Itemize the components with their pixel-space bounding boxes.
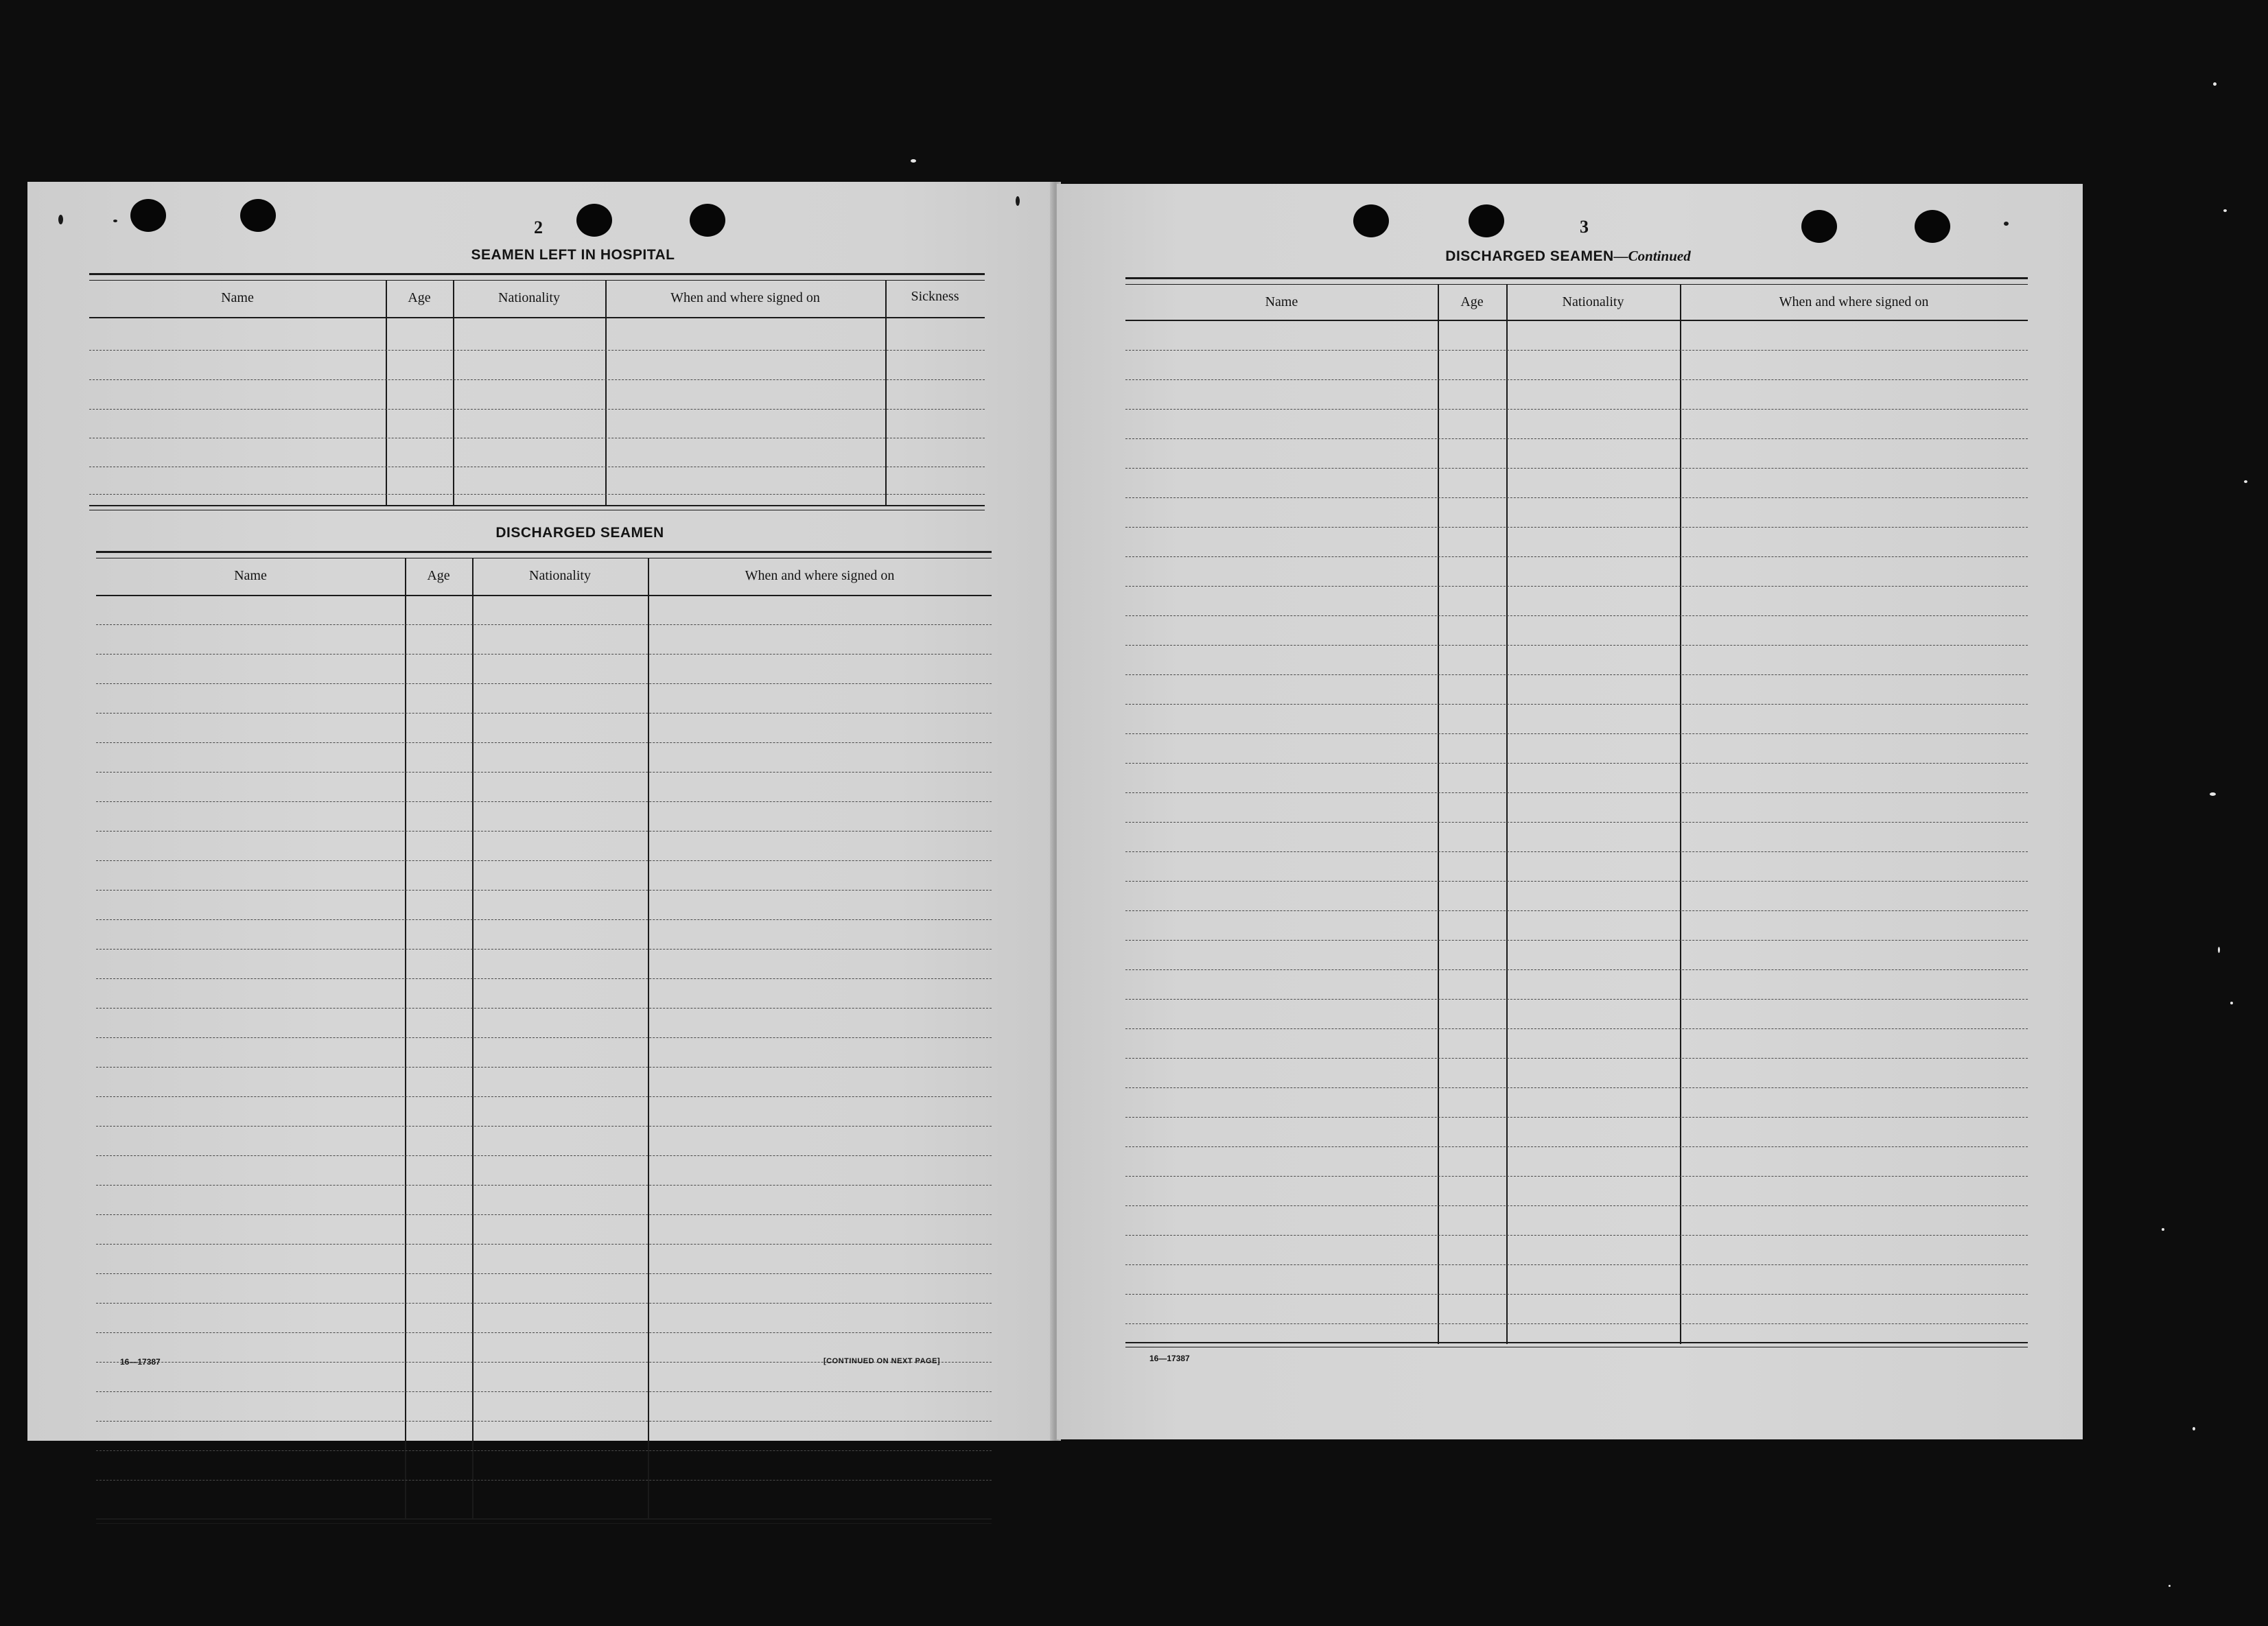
ink-speck xyxy=(113,220,117,222)
table-row xyxy=(96,978,992,979)
column-divider xyxy=(1680,284,1681,1344)
column-divider xyxy=(386,280,387,506)
table-row xyxy=(96,1480,992,1481)
punch-hole xyxy=(240,199,276,232)
table-row xyxy=(96,683,992,684)
table-row xyxy=(96,801,992,802)
page-number: 3 xyxy=(1580,217,1589,237)
table-seamen-left-in-hospital xyxy=(89,273,985,511)
table-row xyxy=(1125,1058,2028,1059)
header-rule xyxy=(96,595,992,596)
table-row xyxy=(1125,379,2028,380)
section-title-discharged-seamen: DISCHARGED SEAMEN xyxy=(495,525,664,541)
table-row xyxy=(1125,1235,2028,1236)
table-row xyxy=(1125,409,2028,410)
table-row xyxy=(1125,733,2028,734)
column-header-nationality: Nationality xyxy=(498,290,560,305)
right-page xyxy=(1057,184,2083,1439)
table-row xyxy=(96,742,992,743)
table-row xyxy=(1125,792,2028,793)
punch-hole xyxy=(1915,210,1950,243)
punch-hole xyxy=(576,204,612,237)
table-row xyxy=(89,409,985,410)
table-row xyxy=(96,1155,992,1156)
dust-speck xyxy=(2230,1002,2233,1004)
table-top-rule xyxy=(96,551,992,558)
table-bottom-rule xyxy=(96,1518,992,1524)
table-row xyxy=(1125,1323,2028,1324)
table-row xyxy=(96,860,992,861)
table-row xyxy=(89,379,985,380)
section-title-main: DISCHARGED SEAMEN xyxy=(1445,248,1614,264)
column-header-name: Name xyxy=(221,290,254,305)
punch-hole xyxy=(1801,210,1837,243)
dust-speck xyxy=(911,159,916,163)
column-divider xyxy=(605,280,607,506)
table-row xyxy=(96,890,992,891)
table-discharged-seamen xyxy=(96,551,992,1529)
table-row xyxy=(1125,999,2028,1000)
table-row xyxy=(96,1244,992,1245)
table-row xyxy=(96,949,992,950)
table-top-rule xyxy=(89,273,985,281)
table-row xyxy=(1125,704,2028,705)
column-header-age: Age xyxy=(408,290,431,305)
column-header-age: Age xyxy=(1460,294,1484,309)
column-header-name: Name xyxy=(1265,294,1298,309)
column-divider xyxy=(1438,284,1439,1344)
column-header-nationality: Nationality xyxy=(529,568,591,583)
table-row xyxy=(1125,1087,2028,1088)
section-title-discharged-seamen-continued xyxy=(1328,248,1808,265)
dust-speck xyxy=(2218,947,2220,953)
ink-speck xyxy=(1016,196,1020,206)
punch-hole xyxy=(1353,204,1389,237)
table-row xyxy=(96,1421,992,1422)
dust-speck xyxy=(2162,1228,2164,1231)
table-row xyxy=(96,654,992,655)
section-title-suffix: —Continued xyxy=(1613,248,1691,264)
table-row xyxy=(1125,674,2028,675)
ink-speck xyxy=(58,215,63,224)
table-row xyxy=(1125,497,2028,498)
punch-hole xyxy=(130,199,166,232)
table-row xyxy=(1125,468,2028,469)
table-row xyxy=(1125,763,2028,764)
column-header-when-and-where-signed-on: When and where signed on xyxy=(1779,294,1929,309)
table-row xyxy=(1125,1176,2028,1177)
column-header-name: Name xyxy=(234,568,267,583)
column-header-sickness: Sickness xyxy=(911,289,959,304)
table-row xyxy=(1125,1294,2028,1295)
column-divider xyxy=(405,558,406,1518)
column-divider xyxy=(885,280,887,506)
dust-speck xyxy=(2244,480,2247,483)
table-row xyxy=(96,1126,992,1127)
dust-speck xyxy=(2213,82,2217,86)
column-header-nationality: Nationality xyxy=(1562,294,1624,309)
table-row xyxy=(96,1037,992,1038)
table-row xyxy=(96,1096,992,1097)
table-row xyxy=(1125,615,2028,616)
table-row xyxy=(1125,940,2028,941)
table-row xyxy=(89,350,985,351)
table-row xyxy=(1125,645,2028,646)
table-row xyxy=(96,1185,992,1186)
table-row xyxy=(89,494,985,495)
table-row xyxy=(96,1214,992,1215)
table-row xyxy=(1125,851,2028,852)
form-code: 16—17387 xyxy=(120,1357,161,1367)
table-row xyxy=(96,1450,992,1451)
dust-speck xyxy=(2210,792,2216,796)
column-divider xyxy=(1506,284,1508,1344)
column-divider xyxy=(648,558,649,1518)
table-row xyxy=(96,1391,992,1392)
header-rule xyxy=(1125,320,2028,321)
table-discharged-seamen-continued xyxy=(1125,277,2028,1347)
table-row xyxy=(96,1067,992,1068)
column-divider xyxy=(472,558,474,1518)
table-row xyxy=(1125,586,2028,587)
punch-hole xyxy=(1469,204,1504,237)
table-row xyxy=(1125,822,2028,823)
table-row xyxy=(96,1273,992,1274)
table-bottom-rule xyxy=(1125,1342,2028,1347)
table-row xyxy=(96,1008,992,1009)
column-header-when-and-where-signed-on: When and where signed on xyxy=(745,568,895,583)
table-row xyxy=(1125,969,2028,970)
table-row xyxy=(1125,1264,2028,1265)
table-row xyxy=(1125,438,2028,439)
form-code: 16—17387 xyxy=(1149,1354,1190,1363)
table-row xyxy=(96,831,992,832)
table-row xyxy=(96,1332,992,1333)
column-header-age: Age xyxy=(427,568,450,583)
header-rule xyxy=(89,317,985,318)
punch-hole xyxy=(690,204,725,237)
table-row xyxy=(1125,350,2028,351)
table-row xyxy=(1125,527,2028,528)
table-row xyxy=(1125,1205,2028,1206)
dust-speck xyxy=(2168,1585,2171,1587)
table-top-rule xyxy=(1125,277,2028,285)
column-divider xyxy=(453,280,454,506)
table-row xyxy=(96,772,992,773)
dust-speck xyxy=(2193,1427,2195,1430)
table-row xyxy=(1125,881,2028,882)
page-number: 2 xyxy=(534,217,543,237)
continued-note: [CONTINUED ON NEXT PAGE] xyxy=(823,1357,941,1365)
table-row xyxy=(96,919,992,920)
table-row xyxy=(1125,1117,2028,1118)
table-row xyxy=(96,713,992,714)
left-page xyxy=(27,182,1053,1441)
table-row xyxy=(1125,910,2028,911)
ink-speck xyxy=(2004,222,2009,226)
table-row xyxy=(1125,1028,2028,1029)
table-row xyxy=(1125,556,2028,557)
table-bottom-rule xyxy=(89,505,985,510)
table-row xyxy=(1125,1146,2028,1147)
section-title-seamen-left-in-hospital: SEAMEN LEFT IN HOSPITAL xyxy=(471,247,675,263)
table-row xyxy=(96,1303,992,1304)
column-header-when-and-where-signed-on: When and where signed on xyxy=(670,290,820,305)
dust-speck xyxy=(2223,209,2227,212)
table-row xyxy=(96,624,992,625)
